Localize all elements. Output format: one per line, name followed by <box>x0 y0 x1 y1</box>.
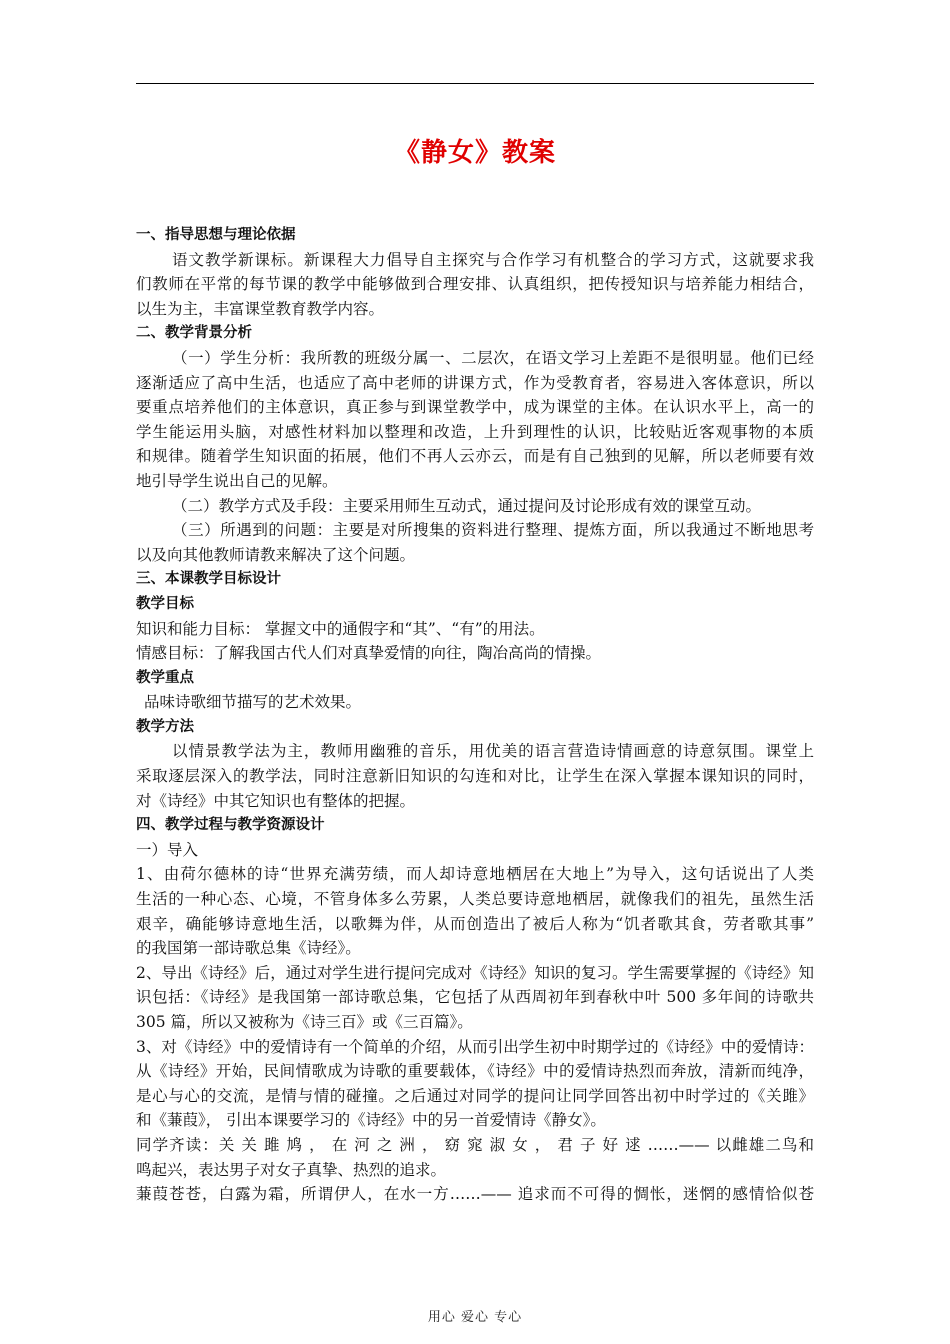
document-title: 《静女》教案 <box>393 138 556 168</box>
text-line: 以情景教学法为主，教师用幽雅的音乐，用优美的语言营造诗情画意的诗意氛围。课堂上 <box>172 742 814 761</box>
text-line: 识包括：《诗经》是我国第一部诗歌总集，它包括了从西周初年到春秋中叶 500 多年间的诗歌共 <box>136 988 814 1007</box>
section-heading: 四、教学过程与教学资源设计 <box>136 817 325 834</box>
text-line: （一）学生分析：我所教的班级分属一、二层次，在语文学习上差距不是很明显。他们已经 <box>172 348 814 367</box>
text-line: 从《诗经》开始，民间情歌成为诗歌的重要载体，《诗经》中的爱情诗热烈而奔放，清新而纯净， <box>136 1062 814 1081</box>
text-line: 鸣起兴，表达男子对女子真挚、热烈的追求。 <box>136 1160 447 1179</box>
text-line: 和规律。随着学生知识面的拓展，他们不再人云亦云，而是有自己独到的见解，所以老师要有效 <box>136 447 814 466</box>
text-line: 一）导入 <box>136 840 199 859</box>
section-heading: 教学方法 <box>136 718 194 735</box>
text-line: 以及向其他教师请教来解决了这个问题。 <box>136 545 416 564</box>
text-line: 305 篇，所以又被称为《诗三百》或《三百篇》。 <box>136 1013 473 1031</box>
text-line: 的我国第一部诗歌总集《诗经》。 <box>136 939 361 958</box>
section-heading: 三、本课教学目标设计 <box>136 571 281 588</box>
text-line: 3、对《诗经》中的爱情诗有一个简单的介绍，从而引出学生初中时期学过的《诗经》中的爱情诗： <box>136 1037 814 1056</box>
text-line: 学生能运用头脑，对感性材料加以整理和改造，上升到理性的认识，比较贴近客观事物的本质 <box>136 422 814 441</box>
header-rule <box>136 83 814 84</box>
document-body <box>136 223 814 1207</box>
section-heading: 一、指导思想与理论依据 <box>136 227 296 243</box>
text-line: 采取逐层深入的教学法，同时注意新旧知识的勾连和对比，让学生在深入掌握本课知识的同时， <box>136 767 814 786</box>
section-heading: 教学目标 <box>136 595 194 612</box>
text-line: 以生为主，丰富课堂教育教学内容。 <box>136 299 385 318</box>
text-line: 1、由荷尔德林的诗“世界充满劳绩，而人却诗意地栖居在大地上”为导入，这句话说出了人类 <box>136 865 814 884</box>
text-line: 是心与心的交流，是情与情的碰撞。之后通过对同学的提问让同学回答出初中时学过的《关雎》 <box>136 1086 814 1105</box>
page-footer: 用心 爱心 专心 <box>427 1310 523 1325</box>
text-line: 对《诗经》中其它知识也有整体的把握。 <box>136 791 416 810</box>
text-line: 情感目标：了解我国古代人们对真挚爱情的向往，陶冶高尚的情操。 <box>136 644 602 663</box>
section-heading: 教学重点 <box>136 669 194 686</box>
text-line: 逐渐适应了高中生活，也适应了高中老师的讲课方式，作为受教育者，容易进入客体意识，所以 <box>136 373 814 392</box>
text-line: 2、导出《诗经》后，通过对学生进行提问完成对《诗经》知识的复习。学生需要掌握的《诗经》知 <box>136 963 814 982</box>
text-line: 地引导学生说出自己的见解。 <box>136 471 338 490</box>
section-heading: 二、教学背景分析 <box>136 325 252 342</box>
text-line: 和《蒹葭》， 引出本课要学习的《诗经》中的另一首爱情诗《静女》。 <box>136 1111 606 1130</box>
text-line: 艰辛，确能够诗意地生活，以歌舞为伴，从而创造出了被后人称为“饥者歌其食，劳者歌其事” <box>136 914 814 933</box>
text-line: 知识和能力目标： 掌握文中的通假字和“其”、“有”的用法。 <box>136 619 545 638</box>
text-line: 同学齐读：关 关 雎 鸠 ， 在 河 之 洲 ， 窈 窕 淑 女 ， 君 子 好 逑 ……—— 以雌雄二鸟和 <box>136 1135 814 1154</box>
text-line: 们教师在平常的每节课的教学中能够做到合理安排、认真组织，把传授知识与培养能力相结合， <box>136 275 814 294</box>
text-line: 品味诗歌细节描写的艺术效果。 <box>144 693 362 712</box>
text-line: 语文教学新课标。新课程大力倡导自主探究与合作学习有机整合的学习方式，这就要求我 <box>172 250 814 269</box>
text-line: （三）所遇到的问题：主要是对所搜集的资料进行整理、提炼方面，所以我通过不断地思考 <box>172 521 814 540</box>
text-line: （二）教学方式及手段：主要采用师生互动式，通过提问及讨论形成有效的课堂互动。 <box>172 496 762 515</box>
text-line: 生活的一种心态、心境，不管身体多么劳累，人类总要诗意地栖居，就像我们的祖先，虽然生活 <box>136 890 814 909</box>
text-line: 蒹葭苍苍，白露为霜，所谓伊人，在水一方……—— 追求而不可得的惆怅，迷惘的感情恰似苍 <box>136 1185 814 1204</box>
text-line: 要重点培养他们的主体意识，真正参与到课堂教学中，成为课堂的主体。在认识水平上，高一的 <box>136 398 814 417</box>
